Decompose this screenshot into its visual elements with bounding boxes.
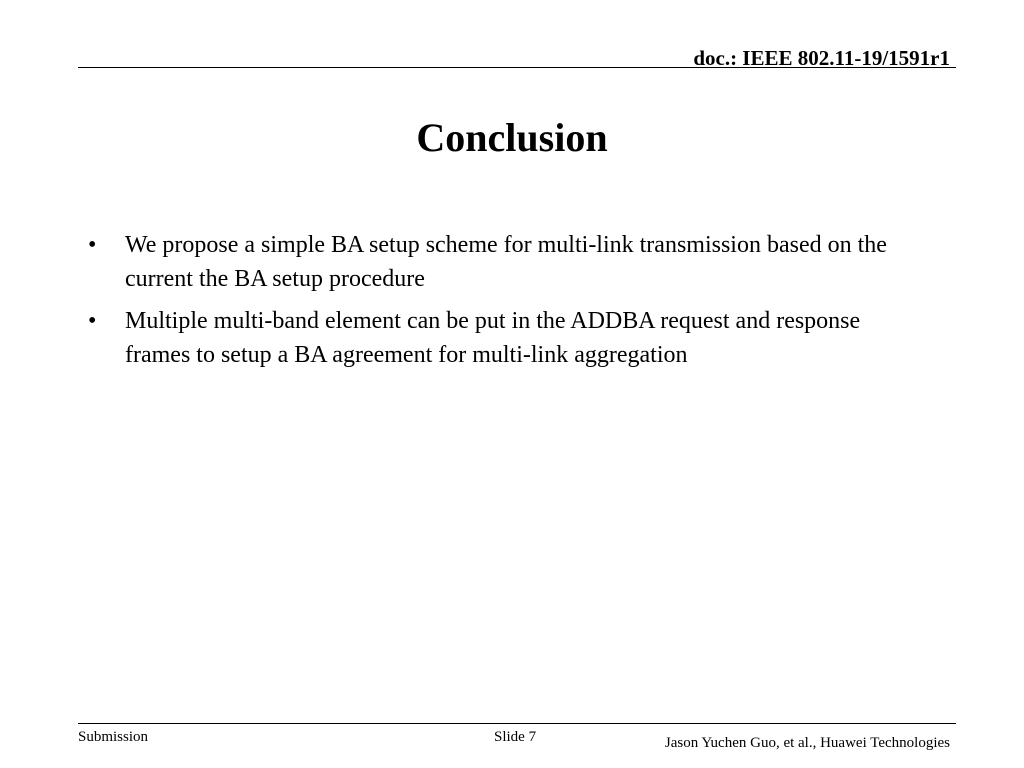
slide-number: Slide 7 <box>494 729 537 745</box>
bullet-list <box>88 228 928 380</box>
bullet-dot-icon: • <box>88 232 97 258</box>
slide-title: Conclusion <box>416 115 608 160</box>
bullet-text: Multiple multi-band element can be put in the ADDBA request and response frames to setup a BA agreement for multi-link aggregation <box>125 308 861 368</box>
bullet-dot-icon: • <box>88 308 97 334</box>
bullet-item <box>88 304 928 372</box>
footer-submission: Submission <box>78 729 149 745</box>
footer-divider <box>78 723 956 724</box>
footer-author: Jason Yuchen Guo, et al., Huawei Technologies <box>664 735 950 751</box>
bullet-item <box>88 228 928 296</box>
header-divider <box>78 67 956 68</box>
bullet-text: We propose a simple BA setup scheme for multi-link transmission based on the current the BA setup procedure <box>125 232 887 292</box>
document-id: doc.: IEEE 802.11-19/1591r1 <box>693 46 950 70</box>
